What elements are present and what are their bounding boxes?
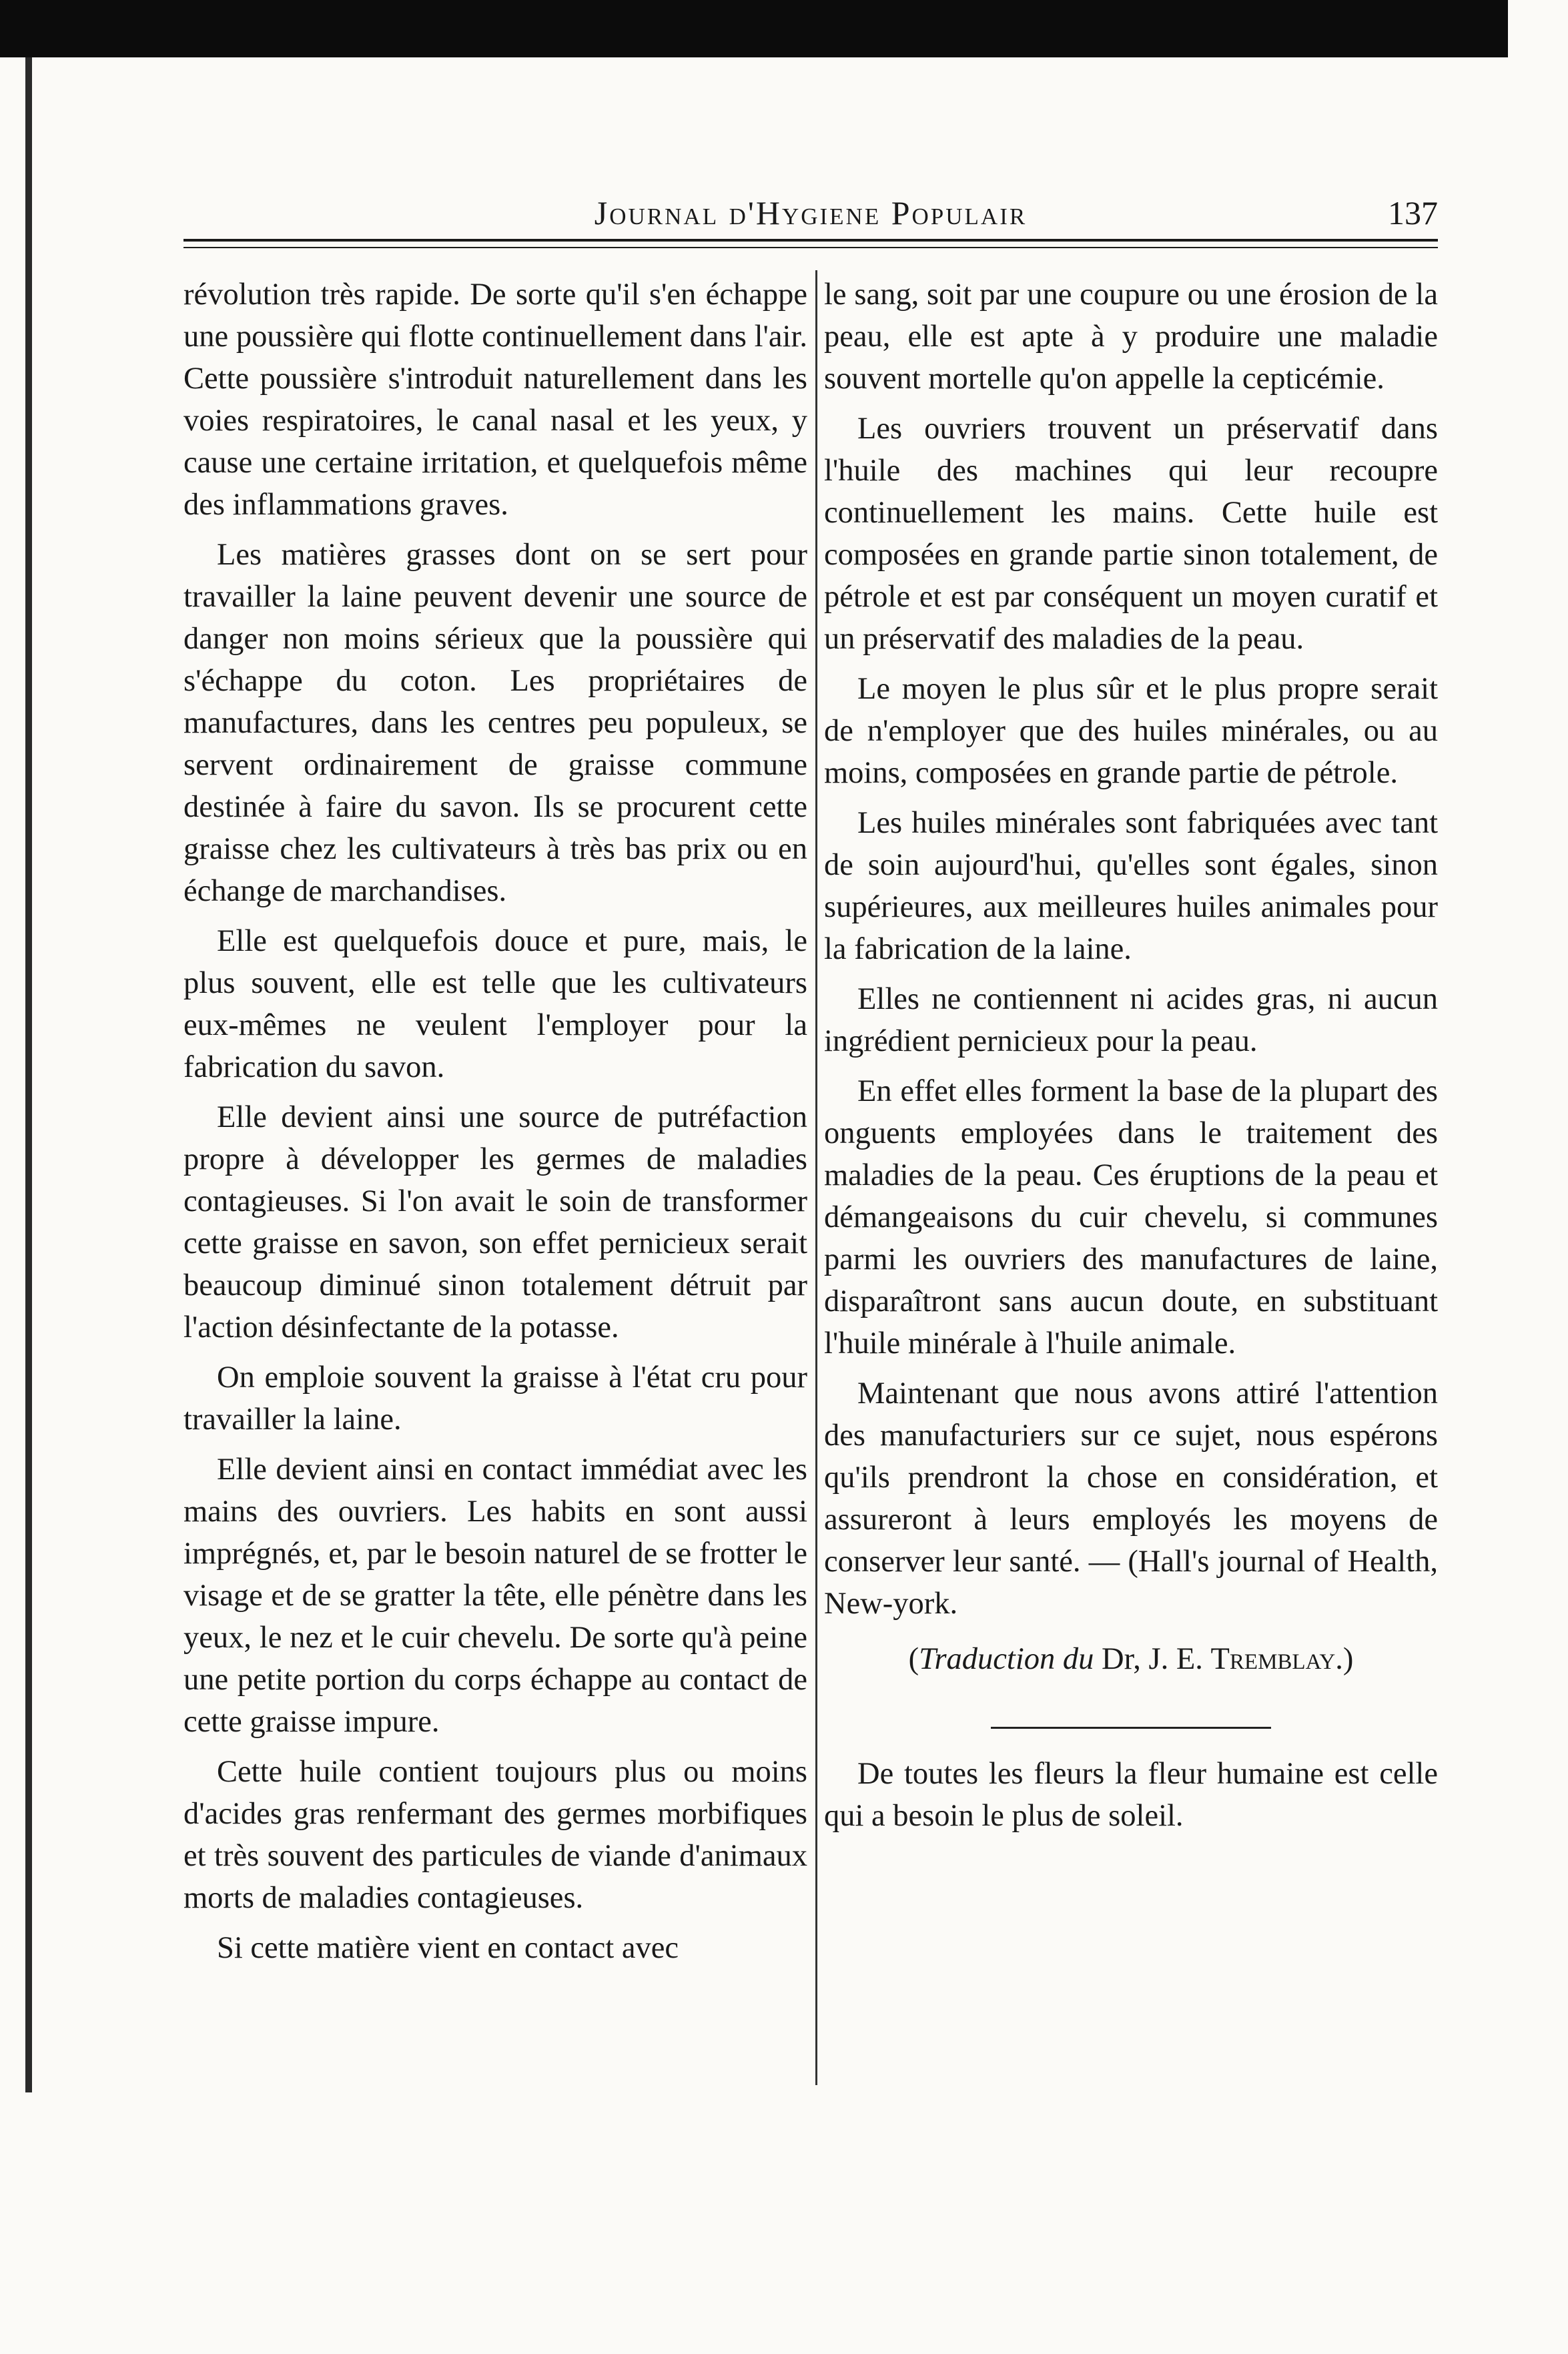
credit-open: ( [908,1642,919,1676]
paragraph: Elle devient ainsi en contact immédiat avec les mains des ouvriers. Les habits en sont aussi imprégnés, et, par le besoin naturel de se frotter le visage et de se gratter la tête, elle pénètre dans les yeux, le nez et le cuir chevelu. De sorte qu'à peine une petite portion du corps échappe au contact de cette graisse impure. [183,1453,807,1739]
paragraph: Elle est quelquefois douce et pure, mais, le plus souvent, elle est telle que les cultivateurs eux-mêmes ne veulent l'employer pour la fabrication du savon. [183,924,807,1084]
paragraph: En effet elles forment la base de la plupart des onguents employées dans le traitement des maladies de la peau. Ces éruptions de la peau et démangeaisons du cuir chevelu, si communes parmi les ouvriers des manufactures de laine, disparaîtront sans aucun doute, en substituant l'huile minérale à l'huile animale. [824,1074,1438,1360]
paragraph: Le moyen le plus sûr et le plus propre serait de n'employer que des huiles minérales, ou au moins, composées en grande partie de pétrole. [824,672,1438,790]
paragraph: Les matières grasses dont on se sert pour travailler la laine peuvent devenir une source de danger non moins sérieux que la poussière qui s'échappe du coton. Les propriétaires de manufactures, dans les centres peu populeux, se servent ordinairement de graisse commune destinée à faire du savon. Ils se procurent cette graisse chez les cultivateurs à très bas prix ou en échange de marchandises. [183,538,807,908]
translation-credit [824,1638,1438,1680]
left-column [183,274,807,1977]
paragraph: Si cette matière vient en contact avec [217,1931,679,1965]
credit-name: Dr, J. E. [1102,1642,1203,1676]
section-separator [991,1727,1271,1729]
page-scan-edge-top [0,0,1508,57]
page-number: 137 [1388,194,1438,232]
right-column [824,274,1438,1845]
header-rule-thick [183,239,1438,242]
header-rule-thin [183,247,1438,248]
column-divider [815,270,817,2085]
paragraph: révolution très rapide. De sorte qu'il s'en échappe une poussière qui flotte continuellement dans l'air. Cette poussière s'introduit naturellement dans les voies respiratoires, le canal nasal et les yeux, y cause une certaine irritation, et quelquefois même des inflammations graves. [183,278,807,522]
paragraph: Les ouvriers trouvent un préservatif dans l'huile des machines qui leur recoupre continuellement les mains. Cette huile est composées en grande partie sinon totalement, de pétrole et est par conséquent un moyen curatif et un préservatif des maladies de la peau. [824,412,1438,656]
page-scan-edge-left [25,57,32,2092]
paragraph: Maintenant que nous avons attiré l'attention des manufacturiers sur ce sujet, nous espérons qu'ils prendront la chose en considération, et assureront à leurs employés les moyens de conserver leur santé. — (Hall's journal of Health, New-york. [824,1377,1438,1621]
paragraph: On emploie souvent la graisse à l'état cru pour travailler la laine. [183,1360,807,1437]
paragraph: Elles ne contiennent ni acides gras, ni aucun ingrédient pernicieux pour la peau. [824,982,1438,1058]
paragraph: Elle devient ainsi une source de putréfaction propre à développer les germes de maladies contagieuses. Si l'on avait le soin de transformer cette graisse en savon, son effet pernicieux serait beaucoup diminué sinon totalement détruit par l'action désinfectante de la potasse. [183,1100,807,1344]
journal-title: Journal d'Hygiene Populair [594,194,1028,232]
paragraph: le sang, soit par une coupure ou une érosion de la peau, elle est apte à y produire une maladie souvent mortelle qu'on appelle la cepticémie. [824,278,1438,396]
credit-italic: Traduction du [919,1642,1094,1676]
credit-surname: Tremblay [1210,1642,1336,1676]
running-header [183,193,1438,234]
credit-close: .) [1335,1642,1354,1676]
maxim: De toutes les fleurs la fleur humaine est celle qui a besoin le plus de soleil. [824,1757,1438,1833]
paragraph: Cette huile contient toujours plus ou moins d'acides gras renfermant des germes morbifiques et très souvent des particules de viande d'animaux morts de maladies contagieuses. [183,1755,807,1915]
paragraph: Les huiles minérales sont fabriquées avec tant de soin aujourd'hui, qu'elles sont égales, sinon supérieures, aux meilleures huiles animales pour la fabrication de la laine. [824,806,1438,966]
